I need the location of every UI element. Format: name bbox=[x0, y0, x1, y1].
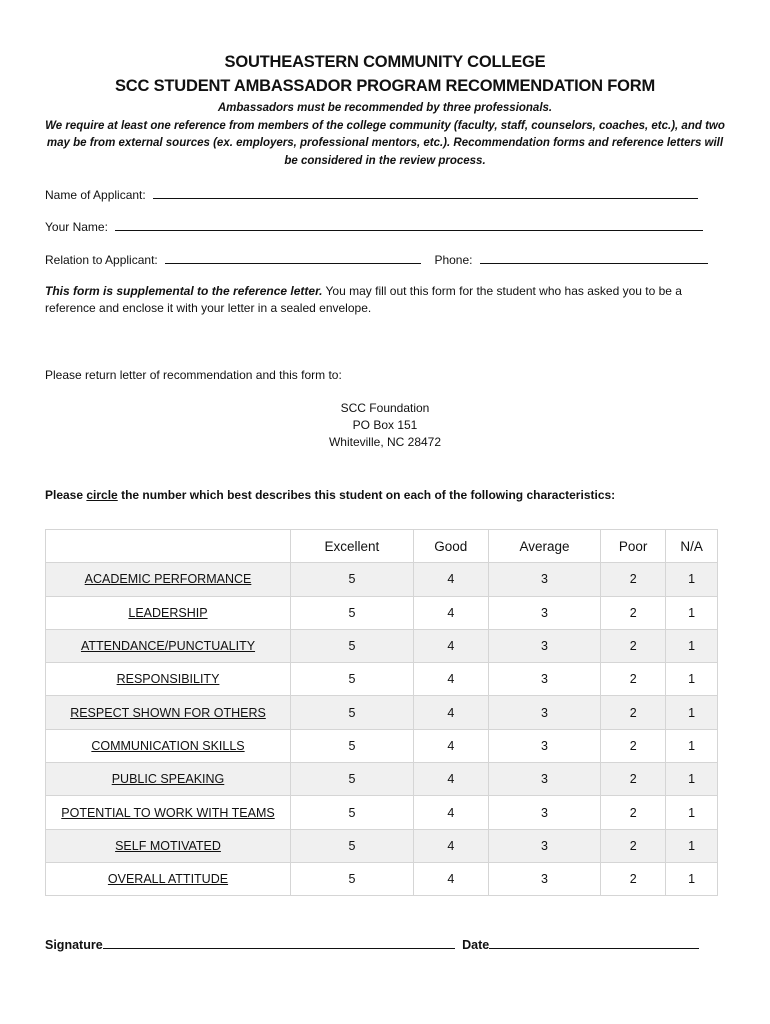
rating-score-cell[interactable]: 5 bbox=[291, 829, 414, 862]
characteristic-label: COMMUNICATION SKILLS bbox=[46, 729, 291, 762]
rating-score-cell[interactable]: 1 bbox=[666, 596, 718, 629]
address-line-3: Whiteville, NC 28472 bbox=[328, 435, 442, 449]
rating-score-cell[interactable]: 5 bbox=[291, 663, 414, 696]
characteristic-label: RESPECT SHOWN FOR OTHERS bbox=[46, 696, 291, 729]
your-name-label: Your Name: bbox=[45, 220, 108, 234]
rating-score-cell[interactable]: 3 bbox=[488, 663, 600, 696]
rating-score-cell[interactable]: 3 bbox=[488, 696, 600, 729]
date-label: Date bbox=[462, 938, 490, 952]
applicant-name-line[interactable] bbox=[153, 186, 698, 199]
rating-header-row bbox=[46, 530, 718, 563]
relation-label: Relation to Applicant: bbox=[45, 253, 158, 267]
rating-score-cell[interactable]: 4 bbox=[413, 763, 488, 796]
rating-score-cell[interactable]: 4 bbox=[413, 629, 488, 662]
column-header: N/A bbox=[666, 530, 718, 563]
rating-score-cell[interactable]: 2 bbox=[601, 796, 666, 829]
supplemental-note bbox=[45, 283, 725, 317]
rating-score-cell[interactable]: 2 bbox=[601, 729, 666, 762]
mailing-address bbox=[0, 400, 770, 451]
characteristic-label: RESPONSIBILITY bbox=[46, 663, 291, 696]
table-row bbox=[46, 563, 718, 596]
table-row bbox=[46, 596, 718, 629]
supplemental-note-emphasis: This form is supplemental to the reference letter. bbox=[45, 284, 323, 298]
supplemental-note-body: You may fill out this form for the student who has asked you to be a reference and enclose it with your letter in a sealed envelope. bbox=[45, 284, 682, 315]
rating-score-cell[interactable]: 4 bbox=[413, 663, 488, 696]
rating-score-cell[interactable]: 2 bbox=[601, 696, 666, 729]
characteristic-label: ACADEMIC PERFORMANCE bbox=[46, 563, 291, 596]
rating-score-cell[interactable]: 1 bbox=[666, 829, 718, 862]
phone-label: Phone: bbox=[434, 253, 473, 267]
rating-score-cell[interactable]: 1 bbox=[666, 629, 718, 662]
rating-score-cell[interactable]: 3 bbox=[488, 729, 600, 762]
rating-score-cell[interactable]: 3 bbox=[488, 796, 600, 829]
table-row bbox=[46, 763, 718, 796]
rating-score-cell[interactable]: 2 bbox=[601, 763, 666, 796]
applicant-name-label: Name of Applicant: bbox=[45, 188, 146, 202]
intro-line-2: We require at least one reference from members of the college community (faculty, staff, counselors, coaches, etc.), and two may be from external sources (ex. employers, professional mentors, etc.). Recommendation forms and reference letters will be considered in the review process. bbox=[45, 119, 725, 167]
signature-label: Signature bbox=[45, 938, 103, 952]
rating-score-cell[interactable]: 2 bbox=[601, 563, 666, 596]
rating-score-cell[interactable]: 1 bbox=[666, 862, 718, 895]
header-blank-cell bbox=[46, 530, 291, 563]
rating-score-cell[interactable]: 3 bbox=[488, 563, 600, 596]
instruction-before: Please bbox=[45, 488, 87, 502]
characteristic-label: LEADERSHIP bbox=[46, 596, 291, 629]
rating-instruction bbox=[45, 488, 615, 502]
column-header: Poor bbox=[601, 530, 666, 563]
table-row bbox=[46, 729, 718, 762]
rating-score-cell[interactable]: 5 bbox=[291, 629, 414, 662]
rating-score-cell[interactable]: 4 bbox=[413, 829, 488, 862]
rating-score-cell[interactable]: 1 bbox=[666, 796, 718, 829]
rating-score-cell[interactable]: 4 bbox=[413, 862, 488, 895]
rating-score-cell[interactable]: 2 bbox=[601, 663, 666, 696]
form-header bbox=[0, 50, 770, 170]
table-row bbox=[46, 629, 718, 662]
address-line-1: SCC Foundation bbox=[340, 401, 430, 415]
characteristic-label: POTENTIAL TO WORK WITH TEAMS bbox=[46, 796, 291, 829]
rating-score-cell[interactable]: 3 bbox=[488, 829, 600, 862]
return-instruction: Please return letter of recommendation and this form to: bbox=[45, 368, 342, 382]
rating-score-cell[interactable]: 2 bbox=[601, 629, 666, 662]
table-row bbox=[46, 862, 718, 895]
rating-score-cell[interactable]: 5 bbox=[291, 862, 414, 895]
rating-score-cell[interactable]: 3 bbox=[488, 629, 600, 662]
signature-row bbox=[45, 936, 699, 952]
rating-score-cell[interactable]: 4 bbox=[413, 563, 488, 596]
rating-score-cell[interactable]: 1 bbox=[666, 563, 718, 596]
column-header: Average bbox=[488, 530, 600, 563]
rating-score-cell[interactable]: 2 bbox=[601, 862, 666, 895]
table-row bbox=[46, 663, 718, 696]
form-title: SCC STUDENT AMBASSADOR PROGRAM RECOMMENDATION FORM bbox=[115, 77, 655, 95]
your-name-field bbox=[45, 218, 703, 234]
rating-table bbox=[45, 529, 718, 896]
instruction-after: the number which best describes this student on each of the following characteristics: bbox=[117, 488, 616, 502]
column-header: Excellent bbox=[291, 530, 414, 563]
rating-score-cell[interactable]: 3 bbox=[488, 763, 600, 796]
signature-line[interactable] bbox=[103, 936, 455, 949]
characteristic-label: ATTENDANCE/PUNCTUALITY bbox=[46, 629, 291, 662]
rating-score-cell[interactable]: 4 bbox=[413, 729, 488, 762]
applicant-name-field bbox=[45, 186, 698, 202]
date-line[interactable] bbox=[489, 936, 699, 949]
table-row bbox=[46, 796, 718, 829]
instruction-circle-word: circle bbox=[86, 488, 118, 502]
rating-score-cell[interactable]: 5 bbox=[291, 563, 414, 596]
rating-score-cell[interactable]: 5 bbox=[291, 763, 414, 796]
characteristic-label: SELF MOTIVATED bbox=[46, 829, 291, 862]
characteristic-label: OVERALL ATTITUDE bbox=[46, 862, 291, 895]
rating-score-cell[interactable]: 5 bbox=[291, 796, 414, 829]
table-row bbox=[46, 829, 718, 862]
rating-score-cell[interactable]: 5 bbox=[291, 696, 414, 729]
rating-score-cell[interactable]: 4 bbox=[413, 596, 488, 629]
rating-score-cell[interactable]: 2 bbox=[601, 829, 666, 862]
rating-score-cell[interactable]: 5 bbox=[291, 596, 414, 629]
column-header: Good bbox=[413, 530, 488, 563]
rating-score-cell[interactable]: 4 bbox=[413, 796, 488, 829]
phone-line[interactable] bbox=[480, 251, 708, 264]
college-title: SOUTHEASTERN COMMUNITY COLLEGE bbox=[224, 53, 546, 71]
relation-phone-field bbox=[45, 251, 708, 267]
rating-score-cell[interactable]: 5 bbox=[291, 729, 414, 762]
rating-score-cell[interactable]: 1 bbox=[666, 696, 718, 729]
rating-score-cell[interactable]: 3 bbox=[488, 596, 600, 629]
table-row bbox=[46, 696, 718, 729]
rating-score-cell[interactable]: 2 bbox=[601, 596, 666, 629]
your-name-line[interactable] bbox=[115, 218, 703, 231]
address-line-2: PO Box 151 bbox=[352, 418, 418, 432]
rating-score-cell[interactable]: 4 bbox=[413, 696, 488, 729]
rating-score-cell[interactable]: 1 bbox=[666, 663, 718, 696]
rating-score-cell[interactable]: 1 bbox=[666, 763, 718, 796]
rating-score-cell[interactable]: 1 bbox=[666, 729, 718, 762]
rating-score-cell[interactable]: 3 bbox=[488, 862, 600, 895]
intro-line-1: Ambassadors must be recommended by three professionals. bbox=[217, 102, 553, 114]
characteristic-label: PUBLIC SPEAKING bbox=[46, 763, 291, 796]
relation-line[interactable] bbox=[165, 251, 421, 264]
